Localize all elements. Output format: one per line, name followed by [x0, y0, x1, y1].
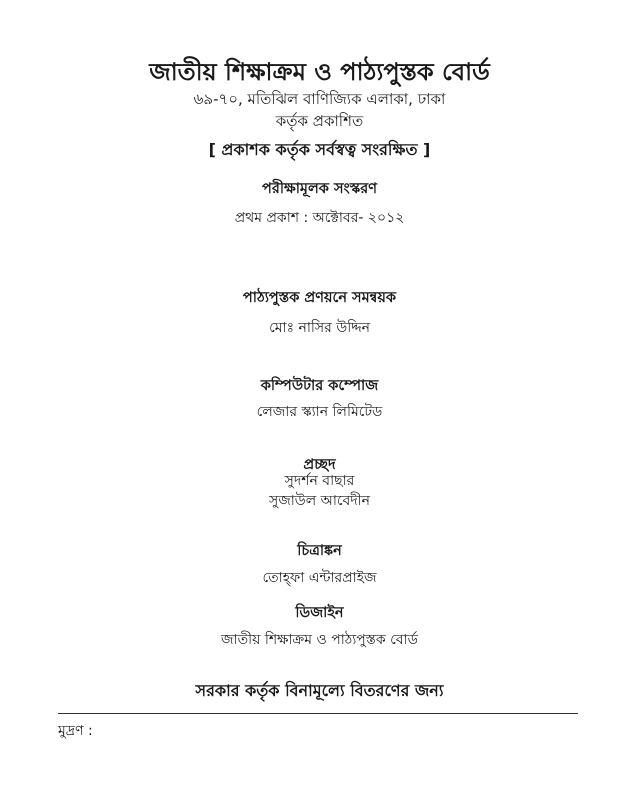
illustration-heading: চিত্রাঙ্কন	[297, 543, 342, 559]
cover-heading: প্রচ্ছদ	[303, 457, 336, 473]
copyright-notice: [ প্রকাশক কর্তৃক সর্বস্বত্ব সংরক্ষিত ]	[208, 140, 431, 159]
illustration-company: তোহ্ফা এন্টারপ্রাইজ	[262, 570, 377, 586]
edition-date: প্রথম প্রকাশ : অক্টোবর- ২০১২	[234, 210, 405, 226]
footer-divider	[58, 713, 578, 714]
coordinator-heading: পাঠ্যপুস্তক প্রণয়নে সমন্বয়ক	[242, 290, 397, 306]
compose-heading: কম্পিউটার কম্পোজ	[260, 378, 379, 394]
printer-label: মুদ্রণ :	[58, 723, 93, 739]
edition-heading: পরীক্ষামূলক সংস্করণ	[262, 181, 377, 197]
cover-artist-1: সুদর্শন বাছার	[284, 473, 355, 489]
design-heading: ডিজাইন	[295, 605, 344, 621]
compose-company: লেজার স্ক্যান লিমিটেড	[256, 404, 383, 420]
board-address: ৬৯-৭০, মতিঝিল বাণিজ্যিক এলাকা, ঢাকা	[193, 90, 446, 108]
board-title: জাতীয় শিক্ষাক্রম ও পাঠ্যপুস্তক বোর্ড	[149, 58, 490, 86]
coordinator-name: মোঃ নাসির উদ্দিন	[269, 320, 370, 336]
published-by: কর্তৃক প্রকাশিত	[275, 112, 364, 130]
cover-artist-2: সুজাউল আবেদীন	[268, 493, 371, 509]
free-distribution-note: সরকার কর্তৃক বিনামূল্যে বিতরণের জন্য	[195, 681, 444, 700]
design-credit: জাতীয় শিক্ষাক্রম ও পাঠ্যপুস্তক বোর্ড	[221, 632, 418, 648]
